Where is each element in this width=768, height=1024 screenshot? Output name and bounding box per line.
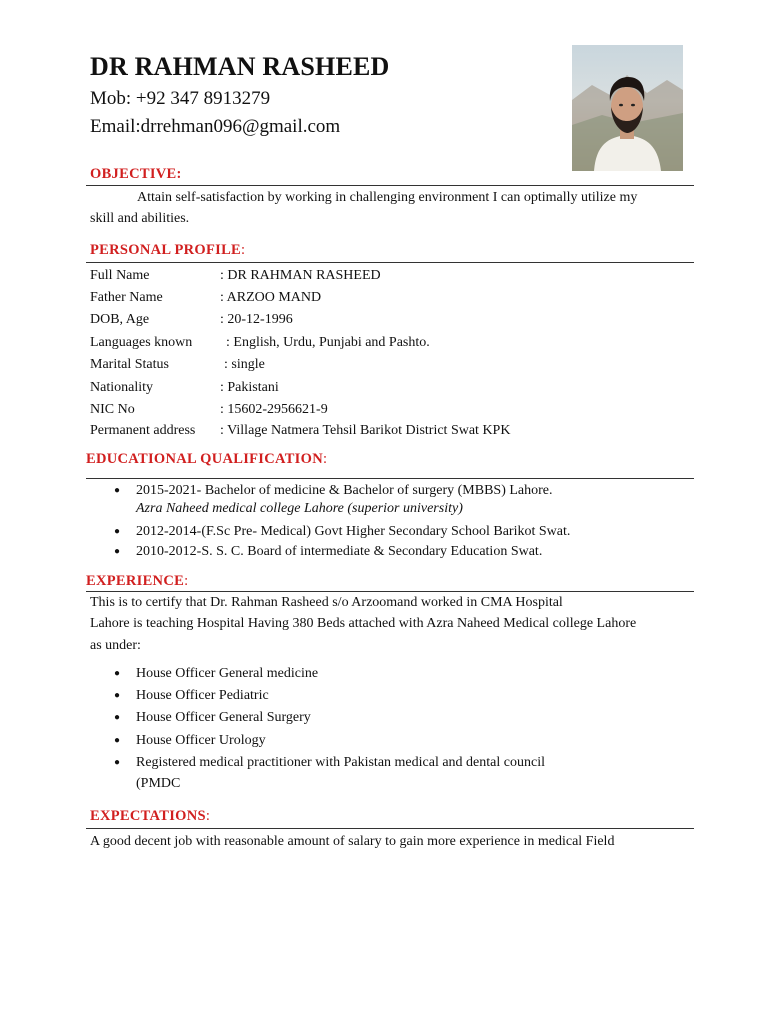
experience-item-text: House Officer Urology	[136, 733, 266, 748]
profile-value: : 20-12-1996	[220, 312, 293, 327]
personal-profile-title: PERSONAL PROFILE	[90, 242, 242, 258]
education-item-text: 2012-2014-(F.Sc Pre- Medical) Govt Higher Secondary School Barikot Swat.	[136, 524, 571, 539]
bullet-icon: ●	[114, 690, 121, 701]
profile-label: Full Name	[90, 268, 150, 283]
profile-label: DOB, Age	[90, 312, 150, 327]
bullet-icon: ●	[114, 668, 121, 679]
experience-item-text: House Officer Pediatric	[136, 688, 269, 703]
expectations-heading	[90, 808, 210, 825]
profile-row-full-name	[90, 265, 381, 287]
profile-row-nationality	[90, 377, 279, 399]
experience-heading	[86, 573, 188, 590]
education-item-fsc	[114, 521, 571, 542]
profile-value: : DR RAHMAN RASHEED	[220, 268, 381, 283]
profile-value: : Village Natmera Tehsil Barikot District Swat KPK	[220, 423, 511, 438]
experience-item-text: Registered medical practitioner with Pakistan medical and dental council	[136, 755, 545, 770]
education-item-college: Azra Naheed medical college Lahore (superior university)	[136, 501, 463, 516]
experience-line-1: This is to certify that Dr. Rahman Rasheed s/o Arzoomand worked in CMA Hospital	[90, 595, 563, 610]
experience-item-general-medicine	[114, 663, 319, 684]
education-item-text: 2010-2012-S. S. C. Board of intermediate & Secondary Education Swat.	[136, 544, 543, 559]
heading-colon: :	[184, 573, 189, 589]
education-item-text: 2015-2021- Bachelor of medicine & Bachelor of surgery (MBBS) Lahore.	[136, 483, 553, 498]
mobile-number: Mob: +92 347 8913279	[90, 88, 271, 109]
experience-item-text: House Officer General Surgery	[136, 710, 311, 725]
profile-label: Permanent address	[90, 423, 196, 438]
bullet-icon: ●	[114, 757, 121, 768]
bullet-icon: ●	[114, 546, 121, 557]
objective-divider	[86, 185, 694, 186]
profile-label: Languages known	[90, 335, 193, 350]
heading-colon: :	[205, 808, 211, 824]
portrait-illustration	[572, 45, 683, 171]
profile-value: : 15602-2956621-9	[220, 402, 328, 417]
objective-heading: OBJECTIVE:	[90, 166, 182, 182]
profile-label: Marital Status	[90, 357, 169, 372]
experience-item-general-surgery	[114, 707, 311, 728]
profile-value: : English, Urdu, Punjabi and Pashto.	[226, 335, 430, 350]
heading-colon: :	[322, 451, 328, 467]
profile-value: : single	[224, 357, 265, 372]
bullet-icon: ●	[114, 526, 121, 537]
profile-row-marital-status	[90, 354, 265, 376]
education-title: EDUCATIONAL QUALIFICATION	[86, 451, 323, 467]
profile-row-languages	[90, 332, 430, 354]
profile-value: : ARZOO MAND	[220, 290, 322, 305]
personal-profile-heading	[90, 242, 245, 259]
objective-line-1: Attain self-satisfaction by working in challenging environment I can optimally utilize my	[137, 190, 638, 205]
experience-title: EXPERIENCE	[86, 573, 185, 589]
profile-label: Nationality	[90, 380, 153, 395]
profile-row-dob	[90, 309, 293, 331]
experience-item-urology	[114, 730, 266, 751]
experience-line-3: as under:	[90, 638, 141, 653]
experience-item-pmdc-continued: (PMDC	[136, 776, 181, 791]
bullet-icon: ●	[114, 485, 121, 496]
candidate-name: DR RAHMAN RASHEED	[90, 52, 390, 81]
heading-colon: :	[241, 242, 246, 258]
profile-label: NIC No	[90, 402, 135, 417]
profile-value: : Pakistani	[220, 380, 279, 395]
expectations-line-1: A good decent job with reasonable amount of salary to gain more experience in medical Field	[90, 834, 615, 849]
profile-divider	[86, 262, 694, 263]
education-item-ssc	[114, 541, 543, 562]
bullet-icon: ●	[114, 712, 121, 723]
profile-label: Father Name	[90, 290, 163, 305]
education-heading	[86, 451, 327, 468]
expectations-title: EXPECTATIONS	[90, 808, 206, 824]
objective-line-2: skill and abilities.	[90, 211, 190, 226]
experience-item-pmdc	[114, 752, 545, 773]
profile-row-address	[90, 420, 510, 442]
profile-row-nic	[90, 399, 328, 421]
expectations-divider	[86, 828, 694, 829]
education-divider	[86, 478, 694, 479]
experience-item-text: House Officer General medicine	[136, 666, 319, 681]
bullet-icon: ●	[114, 735, 121, 746]
profile-row-father-name	[90, 287, 321, 309]
email-address: Email:drrehman096@gmail.com	[90, 116, 341, 137]
experience-item-pediatric	[114, 685, 269, 706]
experience-line-2: Lahore is teaching Hospital Having 380 Beds attached with Azra Naheed Medical college Lahore	[90, 616, 637, 631]
profile-photo	[572, 45, 683, 171]
